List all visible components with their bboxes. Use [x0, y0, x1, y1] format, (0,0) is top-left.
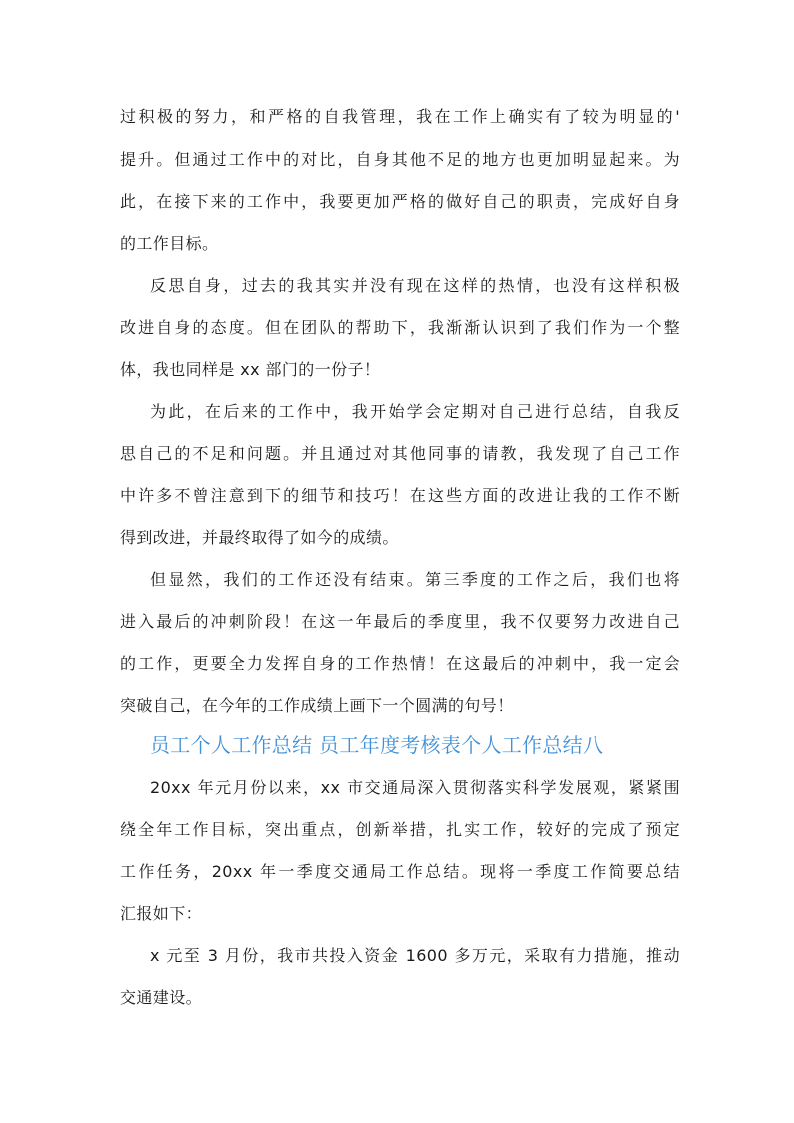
section-heading: 员工个人工作总结 员工年度考核表个人工作总结八 [150, 733, 604, 757]
paragraph-line: x 元至 3 月份，我市共投入资金 1600 多万元，采取有力措施，推动 [150, 946, 680, 965]
paragraph-line: 工作任务，20xx 年一季度交通局工作总结。现将一季度工作简要总结 [120, 862, 680, 881]
paragraph-line: 绕全年工作目标，突出重点，创新举措，扎实工作，较好的完成了预定 [120, 820, 680, 839]
paragraph-line: 得到改进，并最终取得了如今的成绩。 [120, 528, 399, 547]
paragraph-line: 反思自身，过去的我其实并没有现在这样的热情，也没有这样积极 [150, 276, 680, 295]
paragraph-line: 提升。但通过工作中的对比，自身其他不足的地方也更加明显起来。为 [120, 150, 680, 169]
paragraph-line: 交通建设。 [120, 988, 203, 1007]
paragraph-line: 过积极的努力，和严格的自我管理，我在工作上确实有了较为明显的' [120, 107, 680, 126]
paragraph-line: 思自己的不足和问题。并且通过对其他同事的请教，我发现了自己工作 [120, 444, 680, 463]
paragraph-line: 为此，在后来的工作中，我开始学会定期对自己进行总结，自我反 [150, 402, 680, 421]
paragraph-line: 汇报如下： [120, 904, 203, 923]
paragraph-line: 改进自身的态度。但在团队的帮助下，我渐渐认识到了我们作为一个整 [120, 318, 680, 337]
paragraph-line: 的工作目标。 [120, 234, 219, 253]
paragraph-line: 进入最后的冲刺阶段！在这一年最后的季度里，我不仅要努力改进自己 [120, 612, 680, 631]
paragraph-line: 中许多不曾注意到下的细节和技巧！在这些方面的改进让我的工作不断 [120, 486, 680, 505]
paragraph-line: 突破自己，在今年的工作成绩上画下一个圆满的句号！ [120, 696, 514, 715]
paragraph-line: 体，我也同样是 xx 部门的一份子！ [120, 360, 381, 379]
paragraph-line: 但显然，我们的工作还没有结束。第三季度的工作之后，我们也将 [150, 570, 680, 589]
paragraph-line: 的工作，更要全力发挥自身的工作热情！在这最后的冲刺中，我一定会 [120, 654, 680, 673]
paragraph-line: 此，在接下来的工作中，我要更加严格的做好自己的职责，完成好自身 [120, 192, 680, 211]
paragraph-line: 20xx 年元月份以来，xx 市交通局深入贯彻落实科学发展观，紧紧围 [150, 778, 680, 797]
